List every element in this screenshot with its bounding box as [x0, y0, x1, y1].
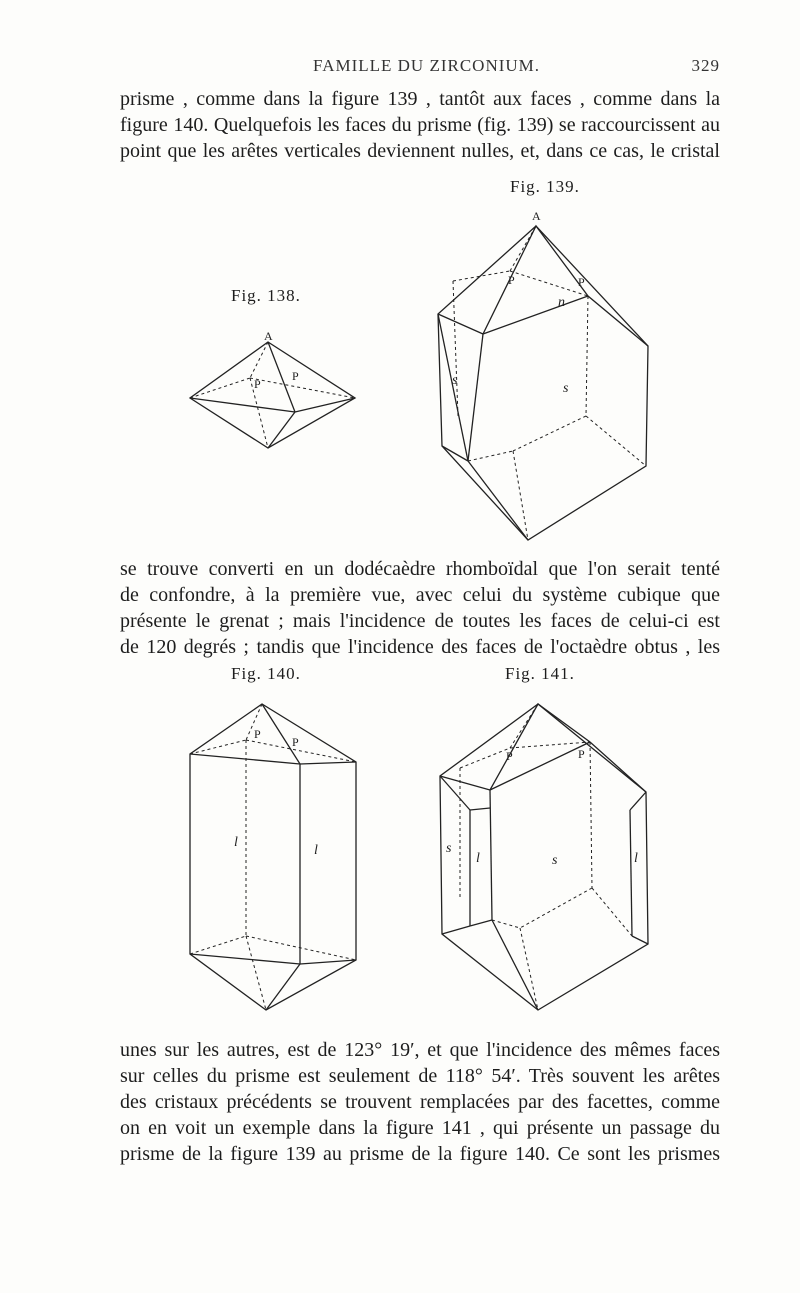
fig-139-caption: Fig. 139.	[510, 177, 580, 196]
text-line: de confondre, à la première vue, avec celui du système cubique que	[120, 584, 720, 606]
fig-139-drawing	[428, 206, 660, 546]
label-edge-n: n	[558, 295, 565, 310]
chapter-title: FAMILLE DU ZIRCONIUM.	[313, 56, 541, 75]
octahedron-outline	[190, 342, 355, 448]
fig-138-drawing	[180, 320, 370, 460]
paragraph-2	[120, 556, 720, 660]
label-face-l: l	[476, 851, 480, 866]
paragraph-3	[120, 1037, 720, 1167]
label-face-p: P	[508, 273, 515, 287]
fig-141-drawing	[430, 698, 662, 1018]
text-line: on en voit un exemple dans la figure 141 , qui présente un passage du	[120, 1117, 720, 1139]
label-face-s: s	[452, 373, 458, 388]
label-face-p: P	[254, 727, 261, 741]
text-line: présente le grenat ; mais l'incidence de toutes les faces de celui-ci est	[120, 610, 720, 632]
text-line: se trouve converti en un dodécaèdre rhomboïdal que l'on serait tenté	[120, 558, 720, 580]
label-face-p: P	[506, 749, 513, 763]
text-line: prisme de la figure 139 au prisme de la figure 140. Ce sont les prismes	[120, 1143, 720, 1165]
text-line: figure 140. Quelquefois les faces du prisme (fig. 139) se raccourcissent au	[120, 114, 720, 136]
label-apex: A	[264, 329, 273, 343]
crystal-outline	[440, 704, 648, 1010]
fig-140-drawing	[180, 698, 362, 1018]
crystal-outline	[438, 226, 648, 540]
fig-141-caption: Fig. 141.	[505, 664, 575, 683]
label-face-l: l	[634, 851, 638, 866]
text-line: point que les arêtes verticales deviennent nulles, et, dans ce cas, le cristal	[120, 140, 720, 162]
label-face-l: l	[314, 843, 318, 858]
text-line: sur celles du prisme est seulement de 118° 54′. Très souvent les arêtes	[120, 1065, 720, 1087]
label-face-p: P	[292, 735, 299, 749]
text-line: prisme , comme dans la figure 139 , tantôt aux faces , comme dans la	[120, 88, 720, 110]
fig-140-caption: Fig. 140.	[231, 664, 301, 683]
label-face-s: s	[552, 853, 558, 868]
fig-138-caption: Fig. 138.	[231, 286, 301, 305]
label-face-s: s	[563, 381, 569, 396]
label-face-p: P	[292, 369, 299, 383]
label-face-p: P	[578, 747, 585, 761]
label-face-l: l	[234, 835, 238, 850]
label-face-p: P	[254, 377, 261, 391]
crystal-outline	[190, 704, 356, 1010]
label-apex: A	[532, 209, 541, 223]
label-face-p: P	[578, 275, 585, 289]
text-line: unes sur les autres, est de 123° 19′, et que l'incidence des mêmes faces	[120, 1039, 720, 1061]
page-number: 329	[691, 56, 720, 75]
text-line: des cristaux précédents se trouvent remplacées par des facettes, comme	[120, 1091, 720, 1113]
text-line: de 120 degrés ; tandis que l'incidence des faces de l'octaèdre obtus , les	[120, 636, 720, 658]
label-face-s: s	[446, 841, 452, 856]
paragraph-1	[120, 86, 720, 164]
